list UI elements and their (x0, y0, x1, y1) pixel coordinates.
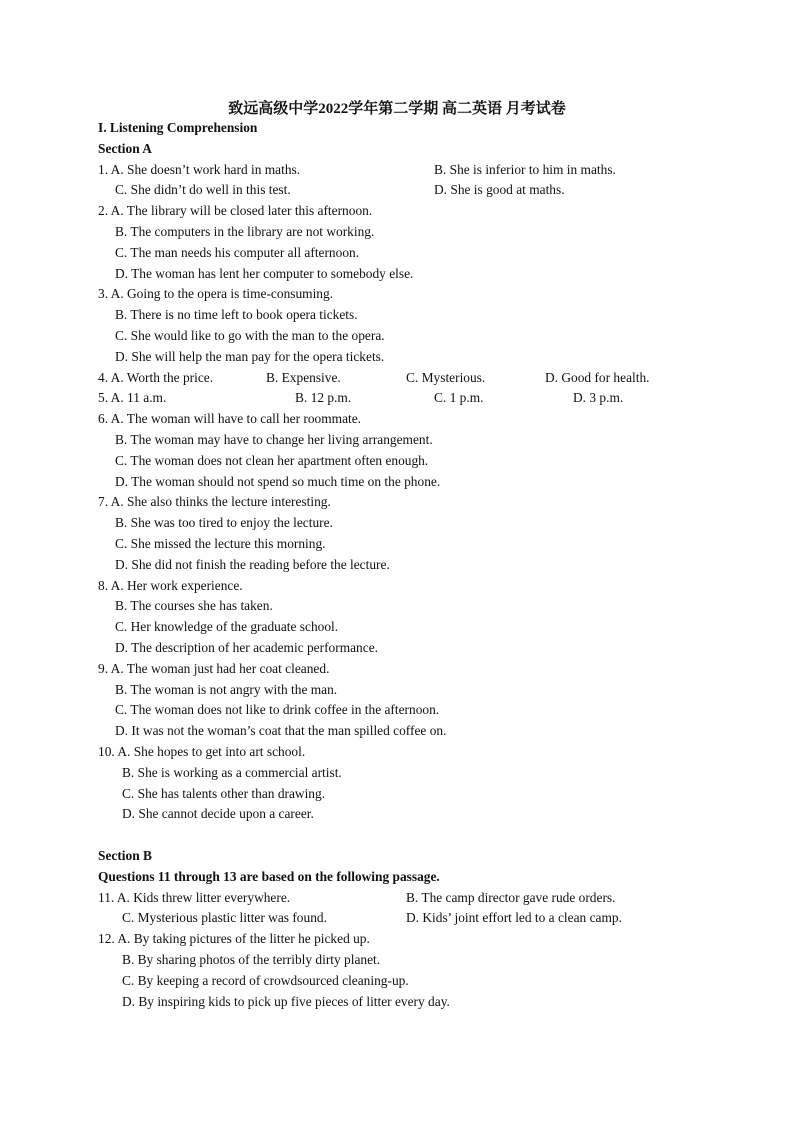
q3-option-d: D. She will help the man pay for the opera tickets. (115, 349, 385, 364)
q4-option-a: 4. A. Worth the price. (98, 370, 214, 385)
q1-option-c: C. She didn’t do well in this test. (115, 182, 291, 197)
q5-option-a: 5. A. 11 a.m. (98, 390, 167, 405)
q7-option-b: B. She was too tired to enjoy the lecture. (115, 515, 333, 530)
q11-option-c: C. Mysterious plastic litter was found. (122, 910, 327, 925)
q11-option-d: D. Kids’ joint effort led to a clean camp. (406, 910, 622, 925)
q6-option-b: B. The woman may have to change her living arrangement. (115, 432, 433, 447)
q1-option-d: D. She is good at maths. (434, 182, 565, 197)
q7-option-d: D. She did not finish the reading before the lecture. (115, 557, 390, 572)
section-a-heading: Section A (98, 141, 152, 156)
q10-option-b: B. She is working as a commercial artist. (122, 765, 342, 780)
q5-option-b: B. 12 p.m. (295, 390, 352, 405)
q11-option-a: 11. A. Kids threw litter everywhere. (98, 890, 291, 905)
q12-option-d: D. By inspiring kids to pick up five pieces of litter every day. (122, 994, 450, 1009)
q9-option-a: 9. A. The woman just had her coat cleaned. (98, 661, 330, 676)
q3-option-a: 3. A. Going to the opera is time-consuming. (98, 286, 334, 301)
q12-option-a: 12. A. By taking pictures of the litter he picked up. (98, 931, 370, 946)
q10-option-c: C. She has talents other than drawing. (122, 786, 326, 801)
q5-option-c: C. 1 p.m. (434, 390, 484, 405)
q4-option-c: C. Mysterious. (406, 370, 486, 385)
q6-option-c: C. The woman does not clean her apartment often enough. (115, 453, 429, 468)
q7-option-a: 7. A. She also thinks the lecture interesting. (98, 494, 331, 509)
q3-option-c: C. She would like to go with the man to the opera. (115, 328, 385, 343)
q8-option-a: 8. A. Her work experience. (98, 578, 243, 593)
q3-option-b: B. There is no time left to book opera tickets. (115, 307, 358, 322)
q4-option-d: D. Good for health. (545, 370, 650, 385)
q8-option-d: D. The description of her academic performance. (115, 640, 378, 655)
q5-option-d: D. 3 p.m. (573, 390, 624, 405)
q2-option-a: 2. A. The library will be closed later this afternoon. (98, 203, 373, 218)
q9-option-c: C. The woman does not like to drink coffee in the afternoon. (115, 702, 440, 717)
q9-option-b: B. The woman is not angry with the man. (115, 682, 338, 697)
q1-option-a: 1. A. She doesn’t work hard in maths. (98, 162, 301, 177)
q9-option-d: D. It was not the woman’s coat that the man spilled coffee on. (115, 723, 447, 738)
passage-instruction: Questions 11 through 13 are based on the following passage. (98, 869, 440, 884)
q1-option-b: B. She is inferior to him in maths. (434, 162, 616, 177)
q2-option-c: C. The man needs his computer all afternoon. (115, 245, 360, 260)
q7-option-c: C. She missed the lecture this morning. (115, 536, 326, 551)
q6-option-a: 6. A. The woman will have to call her roommate. (98, 411, 362, 426)
q2-option-d: D. The woman has lent her computer to somebody else. (115, 266, 414, 281)
section-b-heading: Section B (98, 848, 152, 863)
q6-option-d: D. The woman should not spend so much time on the phone. (115, 474, 441, 489)
part-heading: I. Listening Comprehension (98, 120, 258, 135)
q2-option-b: B. The computers in the library are not working. (115, 224, 375, 239)
q8-option-c: C. Her knowledge of the graduate school. (115, 619, 339, 634)
q12-option-b: B. By sharing photos of the terribly dirty planet. (122, 952, 381, 967)
q8-option-b: B. The courses she has taken. (115, 598, 273, 613)
q4-option-b: B. Expensive. (266, 370, 341, 385)
page-title: 致远高级中学2022学年第二学期 高二英语 月考试卷 (228, 101, 566, 117)
q10-option-a: 10. A. She hopes to get into art school. (98, 744, 306, 759)
q11-option-b: B. The camp director gave rude orders. (406, 890, 616, 905)
q10-option-d: D. She cannot decide upon a career. (122, 806, 314, 821)
q12-option-c: C. By keeping a record of crowdsourced cleaning-up. (122, 973, 409, 988)
